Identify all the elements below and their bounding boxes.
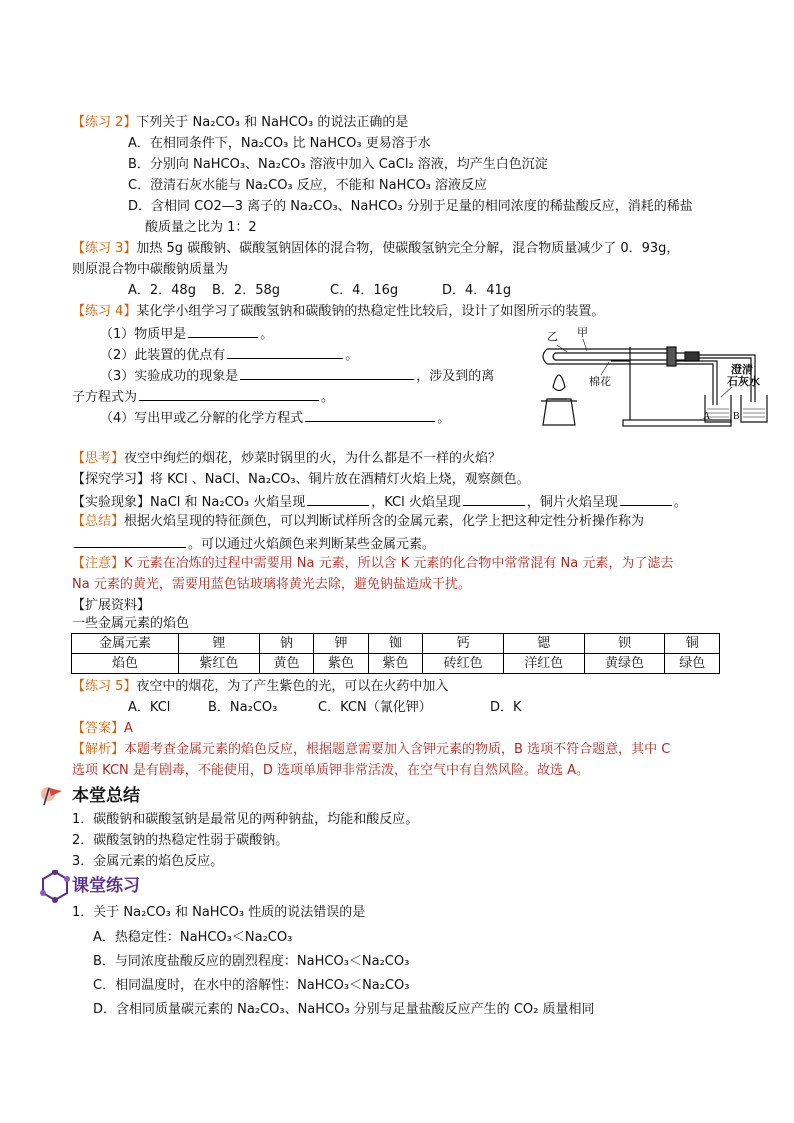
label-limewater-1: 澄清 [731,364,753,376]
summary-tag: 【总结】 [72,514,125,529]
note-tag: 【注意】 [72,556,125,571]
extension-tag: 【扩展资料】 [72,598,151,613]
stopper [667,347,676,366]
exercise-5-option-a: A．KCl [128,700,171,715]
exercise-4-q4: （4）写出甲或乙分解的化学方程式 。 [100,408,450,428]
practice-q1-option-a: A．热稳定性：NaHCO₃＜Na₂CO₃ [93,930,293,945]
answer-blank[interactable] [240,366,414,380]
practice-q1-option-c: C．相同温度时，在水中的溶解性：NaHCO₃＜Na₂CO₃ [93,978,410,993]
answer-blank[interactable] [139,387,319,401]
analysis-line: 【解析】本题考查金属元素的焰色反应，根据题意需要加入含钾元素的物质，B 选项不符合题意，其中 C [72,742,671,757]
exercise-4-stem: 【练习 4】某化学小组学习了碳酸氢钠和碳酸钠的热稳定性比较后，设计了如图所示的装置。 [72,304,605,319]
summary-item: 2．碳酸氢钠的热稳定性弱于碳酸钠。 [72,833,289,848]
stopper-small [685,352,699,361]
exercise-5-option-c: C．KCN（氰化钾） [318,700,432,715]
think-tag: 【思考】 [72,451,125,466]
exercise-2-option-b: B．分别向 NaHCO₃、Na₂CO₃ 溶液中加入 CaCl₂ 溶液，均产生白色沉淀 [128,157,548,172]
summary-item: 1．碳酸钠和碳酸氢钠是最常见的两种钠盐，均能和酸反应。 [72,812,419,827]
alcohol-lamp [543,399,575,425]
exercise-2-option-c: C．澄清石灰水能与 Na₂CO₃ 反应，不能和 NaHCO₃ 溶液反应 [128,178,488,193]
exercise-4-q3: （3）实验成功的现象是 ，涉及到的离 [100,366,494,386]
exercise-4-q2: （2）此装置的优点有 。 [100,345,358,365]
label-b: B [733,411,740,422]
summary-line-cont: 。可以通过火焰颜色来判断某些金属元素。 [72,534,435,554]
practice-q1-option-b: B．与同浓度盐酸反应的剧烈程度：NaHCO₃＜Na₂CO₃ [93,954,410,969]
exercise-3-stem: 【练习 3】加热 5g 碳酸钠、碳酸氢钠固体的混合物，使碳酸氢钠完全分解，混合物质量减少了 0．93g， [72,241,680,256]
beaker-b [741,395,767,422]
exercise-5-tag: 【练习 5】 [72,679,137,694]
exercise-3-option-c: C．4．16g [330,283,399,298]
summary-line: 【总结】根据火焰呈现的特征颜色，可以判断试样所含的金属元素，化学上把这种定性分析操作称为 [72,514,645,529]
analysis-tag: 【解析】 [72,742,125,757]
exercise-2-option-d-cont: 酸质量之比为 1：2 [145,220,257,235]
answer-blank[interactable] [74,534,186,548]
label-a: A [703,411,711,422]
apparatus-diagram [527,327,787,437]
explore-tag: 【探究学习】 [72,472,151,487]
summary-flag-icon [38,785,68,807]
flame [551,375,567,399]
explore-line: 【探究学习】将 KCl 、NaCl、Na₂CO₃、铜片放在酒精灯火焰上烧，观察颜色。 [72,472,530,487]
practice-q1-option-d: D．含相同质量碳元素的 Na₂CO₃、NaHCO₃ 分别与足量盐酸反应产生的 CO₂ 质量相同 [93,1002,595,1017]
exercise-4-q1: （1）物质甲是 。 [100,324,273,344]
phenomenon-line: 【实验现象】NaCl 和 Na₂CO₃ 火焰呈现 ，KCl 火焰呈现 ，铜片火焰呈现 。 [72,492,687,512]
answer-blank[interactable] [307,492,369,506]
label-limewater-2: 石灰水 [727,376,760,388]
inner-tube [553,353,685,360]
answer-blank[interactable] [620,492,672,506]
summary-section-title: 本堂总结 [72,786,140,806]
exercise-2-stem: 【练习 2】下列关于 Na₂CO₃ 和 NaHCO₃ 的说法正确的是 [72,115,409,130]
exercise-3-option-d: D．4．41g [442,283,512,298]
table-row: 金属元素 锂 钠 钾 铷 钙 锶 钡 铜 [72,634,720,654]
answer-blank[interactable] [188,324,258,338]
exercise-5-option-b: B．Na₂CO₃ [208,700,278,715]
exercise-4-q3-cont: 子方程式为 。 [72,387,334,407]
table-row: 焰色 紫红色 黄色 紫色 紫色 砖红色 洋红色 黄绿色 绿色 [72,654,720,674]
exercise-5-stem: 【练习 5】夜空中的烟花，为了产生紫色的光，可以在火药中加入 [72,679,449,694]
label-cotton: 棉花 [589,376,611,388]
exercise-3-tag: 【练习 3】 [72,241,137,256]
exercise-2-tag: 【练习 2】 [72,115,137,130]
delivery-tube-a [676,361,717,405]
outer-tube [543,349,667,364]
stand-base [623,420,731,426]
note-line: 【注意】K 元素在冶炼的过程中需要用 Na 元素，所以含 K 元素的化合物中常常混有 Na 元素，为了滤去 [72,556,674,571]
exercise-3-option-b: B．2．58g [212,283,280,298]
label-yi: 乙 [547,331,558,343]
phenomenon-tag: 【实验现象】 [72,495,151,510]
answer-tag: 【答案】 [72,721,125,736]
note-line-cont: Na 元素的黄光，需要用蓝色钴玻璃将黄光去除，避免钠盐造成干扰。 [72,577,471,592]
table-caption: 一些金属元素的焰色 [72,616,190,631]
practice-hexagon-icon [38,870,72,904]
answer-line: 【答案】A [72,721,133,736]
analysis-line-cont: 选项 KCN 是有剧毒，不能使用，D 选项单质钾非常活泼，在空气中有自然风险。故选 A。 [72,763,590,778]
answer-blank[interactable] [227,345,343,359]
exercise-4-tag: 【练习 4】 [72,304,137,319]
practice-q1-stem: 1．关于 Na₂CO₃ 和 NaHCO₃ 性质的说法错误的是 [72,905,366,920]
practice-section-title: 课堂练习 [72,876,140,896]
label-jia: 甲 [577,327,588,339]
think-line: 【思考】夜空中绚烂的烟花，炒菜时锅里的火，为什么都是不一样的火焰？ [72,451,502,466]
exercise-2-option-d: D．含相同 CO2—3 离子的 Na₂CO₃、NaHCO₃ 分别于足量的相同浓度的稀盐酸反应，消耗的稀盐 [128,199,693,214]
flame-color-table [71,633,720,674]
exercise-3-option-a: A．2．48g [128,283,196,298]
answer-blank[interactable] [305,408,435,422]
exercise-3-stem-cont: 则原混合物中碳酸钠质量为 [72,262,229,277]
answer-blank[interactable] [463,492,525,506]
exercise-5-option-d: D．K [490,700,522,715]
exercise-2-option-a: A．在相同条件下，Na₂CO₃ 比 NaHCO₃ 更易溶于水 [128,136,431,151]
summary-item: 3．金属元素的焰色反应。 [72,854,224,869]
